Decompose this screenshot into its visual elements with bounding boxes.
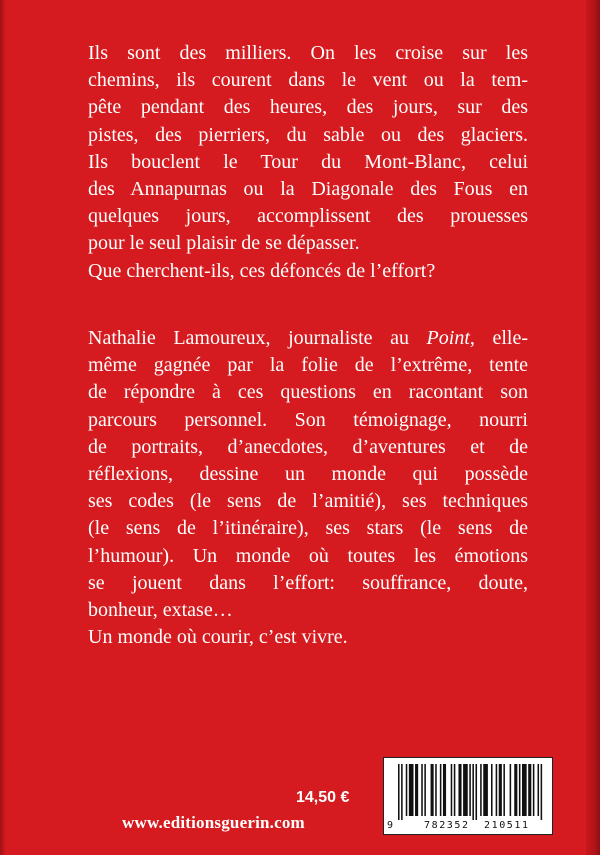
- blurb-line: de répondre à ces questions en racontant son: [88, 381, 528, 404]
- barcode-bar: [541, 764, 543, 820]
- barcode-bar: [538, 764, 540, 816]
- blurb-line: Que cherchent-ils, ces défoncés de l’effort?: [88, 259, 436, 282]
- blurb-text: Nathalie Lamoureux, journaliste au: [88, 327, 427, 349]
- blurb-line: bonheur, extase…: [88, 599, 233, 622]
- barcode-bar: [522, 764, 527, 816]
- blurb-line: chemins, ils courent dans le vent ou la tem-: [88, 69, 528, 92]
- barcode-bar: [499, 764, 502, 816]
- barcode-bar: [476, 764, 478, 820]
- barcode-icon: [384, 758, 552, 834]
- barcode-bar: [458, 764, 461, 816]
- blurb-line: pour le seul plaisir de se dépasser.: [88, 232, 360, 255]
- blurb-line: parcours personnel. Son témoignage, nourri: [88, 408, 528, 431]
- barcode-bar: [496, 764, 498, 816]
- blurb-line: (le sens de l’itinéraire), ses stars (le sens de: [88, 517, 528, 540]
- barcode-bar: [443, 764, 446, 816]
- barcode-bar: [431, 764, 434, 816]
- blurb-line: de portraits, d’anecdotes, d’aventures et de: [88, 435, 528, 458]
- barcode-bar: [519, 764, 521, 816]
- blurb-line: pistes, des pierriers, du sable ou des glaciers.: [88, 123, 528, 146]
- barcode-bar: [503, 764, 505, 816]
- price: 14,50 €: [296, 789, 350, 806]
- barcode-bar: [491, 764, 493, 816]
- spine-shadow: [0, 0, 6, 855]
- blurb-line-with-italic: [88, 325, 528, 352]
- blurb-line: Un monde où courir, c’est vivre.: [88, 626, 348, 649]
- blurb-line: réflexions, dessine un monde qui possède: [88, 463, 528, 486]
- blurb-line: l’humour). Un monde où toutes les émotions: [88, 544, 528, 567]
- barcode-bar: [424, 764, 426, 816]
- blurb-line: quelques jours, accomplissent des prouesses: [88, 205, 528, 228]
- barcode-bar: [409, 764, 414, 816]
- blurb-line: se jouent dans l’effort: souffrance, doute,: [88, 571, 528, 594]
- barcode-bar: [472, 764, 474, 820]
- magazine-name: Point: [426, 327, 470, 349]
- barcode-digit-group: 210511: [484, 820, 528, 831]
- barcode-bar: [421, 764, 423, 816]
- barcode-bar: [415, 764, 418, 816]
- blurb-paragraph-1: [88, 40, 528, 285]
- barcode-bar: [480, 764, 482, 816]
- blurb-text: , elle-: [469, 327, 528, 349]
- barcode-bar: [463, 764, 468, 816]
- barcode-bar: [469, 764, 471, 816]
- barcode-bar: [451, 764, 453, 816]
- barcode-bar: [440, 764, 442, 816]
- barcode-digit-group: 782352: [424, 820, 468, 831]
- barcode-bar: [533, 764, 535, 816]
- barcode-bar: [454, 764, 456, 816]
- blurb-line: même gagnée par la folie de l’extrême, tente: [88, 354, 528, 377]
- blurb-line: Ils sont des milliers. On les croise sur les: [88, 42, 528, 64]
- barcode-bar: [483, 764, 488, 816]
- barcode-bar: [528, 764, 531, 816]
- isbn-barcode: [383, 757, 553, 835]
- barcode-digit-group: 9: [387, 820, 394, 831]
- barcode-bar: [435, 764, 437, 816]
- publisher-website: www.editionsguerin.com: [122, 813, 305, 832]
- blurb-line: pête pendant des heures, des jours, sur des: [88, 96, 528, 119]
- blurb-paragraph-2: [88, 325, 528, 651]
- barcode-bar: [514, 764, 517, 816]
- barcode-bar: [401, 764, 403, 820]
- barcode-bar: [406, 764, 408, 816]
- page-edge: [586, 0, 600, 855]
- blurb-line: ses codes (le sens de l’amitié), ses techniques: [88, 490, 528, 513]
- blurb-line: des Annapurnas ou la Diagonale des Fous en: [88, 178, 528, 201]
- barcode-bar: [398, 764, 400, 820]
- barcode-bar: [510, 764, 512, 816]
- blurb-line: Ils bouclent le Tour du Mont-Blanc, celui: [88, 150, 528, 173]
